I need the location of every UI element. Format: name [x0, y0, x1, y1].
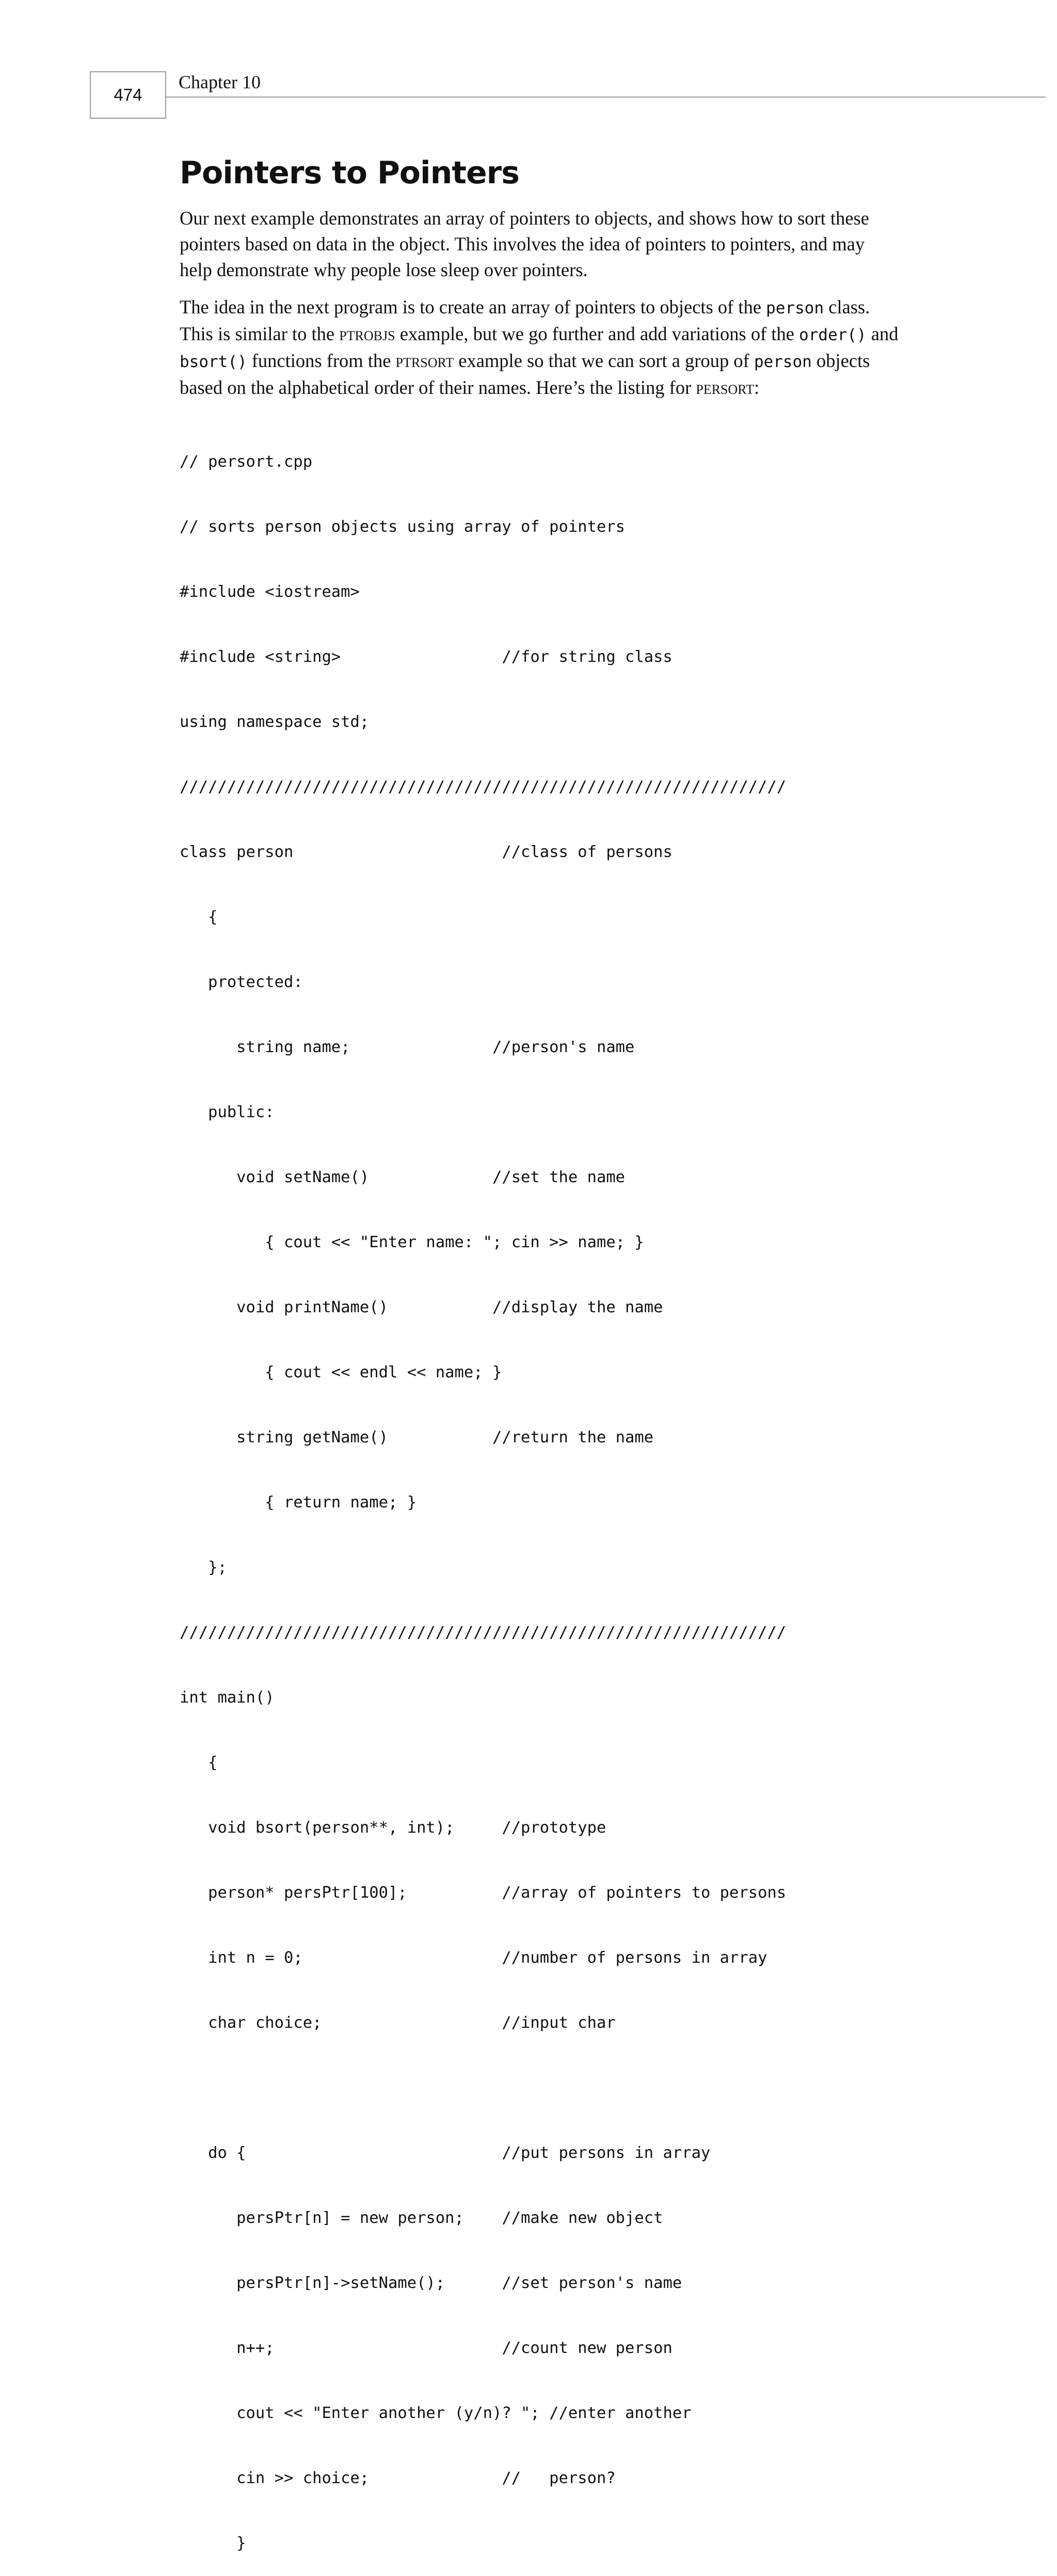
program-name-persort: persort [696, 377, 754, 398]
text-run: functions from the [247, 350, 396, 371]
code-line: class person //class of persons [180, 843, 672, 861]
text-run: class. [824, 296, 870, 317]
code-line: void setName() //set the name [180, 1168, 626, 1186]
code-line: char choice; //input char [180, 2014, 616, 2032]
text-run: : [754, 377, 760, 398]
code-listing [180, 408, 786, 2576]
code-line: public: [180, 1103, 275, 1121]
code-line: using namespace std; [180, 713, 370, 731]
text-line [180, 375, 943, 401]
text-line [180, 321, 943, 348]
text-line [180, 348, 943, 375]
code-line: // sorts person objects using array of pointers [180, 518, 626, 536]
text-run: and [866, 323, 899, 344]
code-line: string name; //person's name [180, 1038, 635, 1056]
text-line: Our next example demonstrates an array of pointers to objects, and shows how to sort these [180, 208, 869, 229]
text-line: pointers based on data in the object. This involves the idea of pointers to pointers, and may [180, 233, 865, 255]
code-line: cout << "Enter another (y/n)? "; //enter another [180, 2404, 692, 2422]
code-line: #include <iostream> [180, 583, 360, 601]
code-line: protected: [180, 973, 303, 991]
code-line: { return name; } [180, 1493, 417, 1512]
code-line: //////////////////////////////////////////////////////////////// [180, 778, 787, 796]
code-line: { [180, 1754, 218, 1772]
code-line: person* persPtr[100]; //array of pointers to persons [180, 1884, 787, 1902]
text-run: example, but we go further and add variations of the [395, 323, 799, 344]
program-name-ptrsort: ptrsort [395, 350, 454, 371]
chapter-label: Chapter 10 [179, 72, 261, 92]
text-run: objects [811, 350, 870, 371]
text-line [180, 294, 943, 321]
text-run: This is similar to the [180, 323, 340, 344]
code-line: do { //put persons in array [180, 2144, 711, 2162]
section-title: Pointers to Pointers [180, 155, 519, 191]
code-line [180, 2077, 786, 2099]
header-rule [166, 97, 1046, 98]
text-run: example so that we can sort a group of [454, 350, 754, 371]
inline-code-order: order() [799, 326, 867, 344]
page-number: 474 [90, 71, 166, 119]
code-line: //////////////////////////////////////////////////////////////// [180, 1624, 787, 1642]
intro-paragraph [180, 205, 943, 283]
code-line: n++; //count new person [180, 2339, 672, 2357]
code-line: persPtr[n]->setName(); //set person's name [180, 2274, 682, 2292]
program-name-ptrobjs: ptrobjs [339, 323, 395, 344]
program-description-paragraph [180, 294, 943, 401]
code-line: void printName() //display the name [180, 1298, 663, 1316]
inline-code-bsort: bsort() [180, 353, 247, 371]
inline-code-person: person [766, 299, 824, 317]
text-run: based on the alphabetical order of their names. Here’s the listing for [180, 377, 696, 398]
code-line: string getName() //return the name [180, 1428, 654, 1446]
code-line: { cout << "Enter name: "; cin >> name; } [180, 1233, 644, 1251]
inline-code-person: person [754, 353, 812, 371]
code-line: #include <string> //for string class [180, 648, 672, 666]
code-line: // persort.cpp [180, 453, 313, 471]
text-run: The idea in the next program is to create an array of pointers to objects of the [180, 296, 766, 317]
code-line: { cout << endl << name; } [180, 1363, 502, 1381]
code-line: int main() [180, 1689, 275, 1707]
code-line: void bsort(person**, int); //prototype [180, 1819, 606, 1837]
code-line: int n = 0; //number of persons in array [180, 1949, 767, 1967]
code-line: }; [180, 1559, 227, 1577]
code-line: } [180, 2534, 246, 2552]
code-line: persPtr[n] = new person; //make new object [180, 2209, 663, 2227]
text-line: help demonstrate why people lose sleep over pointers. [180, 259, 588, 280]
code-line: { [180, 908, 218, 926]
code-line: cin >> choice; // person? [180, 2469, 616, 2487]
